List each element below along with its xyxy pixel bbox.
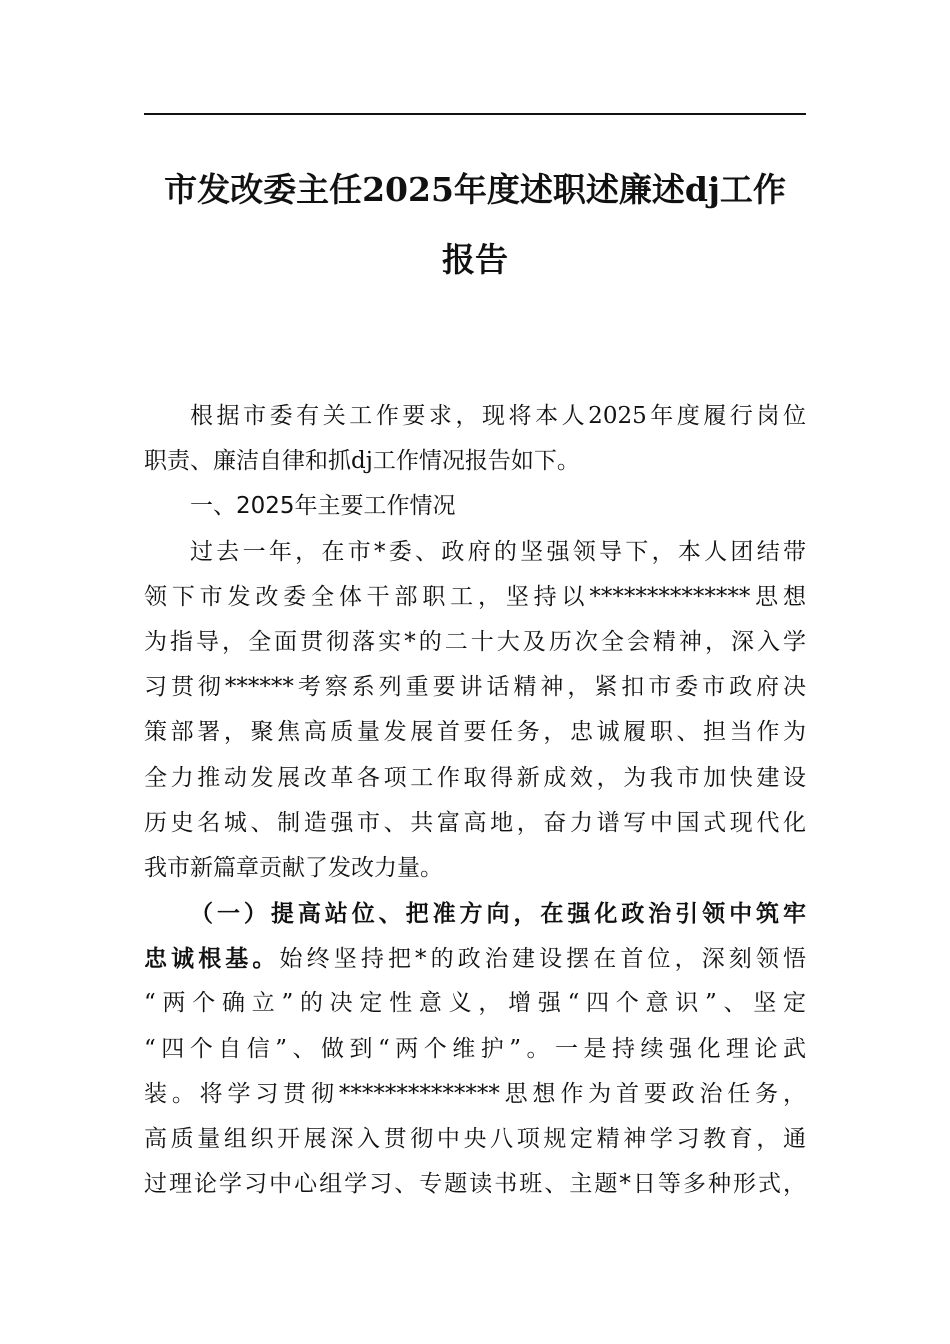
text-line: 过理论学习中心组学习、专题读书班、主题*日等多种形式， [144,1171,806,1198]
text-line: 习贯彻******考察系列重要讲话精神，紧扣市委市政府决 [144,674,806,701]
text-line: 历史名城、制造强市、共富高地，奋力谱写中国式现代化 [144,809,806,836]
text-line: “四个自信”、做到“两个维护”。一是持续强化理论武 [144,1035,806,1062]
title-line-2: 报告 [442,240,508,279]
text-line: 高质量组织开展深入贯彻中央八项规定精神学习教育，通 [144,1126,806,1152]
section-1-heading: 一、2025年主要工作情况 [190,493,456,520]
subsection-1-heading: （一）提高站位、把准方向，在强化政治引领中筑牢 [190,900,806,928]
text-line: 装。将学习贯彻**************思想作为首要政治任务， [144,1080,806,1107]
text-line [144,936,806,981]
text-line-rest: 始终坚持把*的政治建设摆在首位，深刻领悟 [279,946,807,973]
subsection-1-heading-end: 忠诚根基。 [144,945,280,973]
header-rule [144,113,806,115]
document-body [144,394,806,1207]
text-line: 策部署，聚焦高质量发展首要任务，忠诚履职、担当作为 [144,719,806,746]
title-line-1: 市发改委主任2025年度述职述廉述dj工作 [164,170,786,209]
text-line: 为指导，全面贯彻落实*的二十大及历次全会精神，深入学 [144,628,806,655]
text-line: 领下市发改委全体干部职工，坚持以**************思想 [144,583,806,610]
text-line: 根据市委有关工作要求，现将本人2025年度履行岗位 [190,403,806,429]
text-line: “两个确立”的决定性意义，增强“四个意识”、坚定 [144,990,806,1017]
intro-paragraph [144,394,806,484]
text-line: 过去一年，在市*委、政府的坚强领导下，本人团结带 [190,538,806,565]
paragraph-work-summary [144,530,806,892]
text-line: 全力推动发展改革各项工作取得新成效，为我市加快建设 [144,764,806,791]
section-heading [144,484,806,529]
text-line: 职责、廉洁自律和抓dj工作情况报告如下。 [144,448,580,475]
document-title [144,168,806,282]
subsection-1-paragraph [144,891,806,1207]
text-line: 我市新篇章贡献了发改力量。 [144,854,443,881]
